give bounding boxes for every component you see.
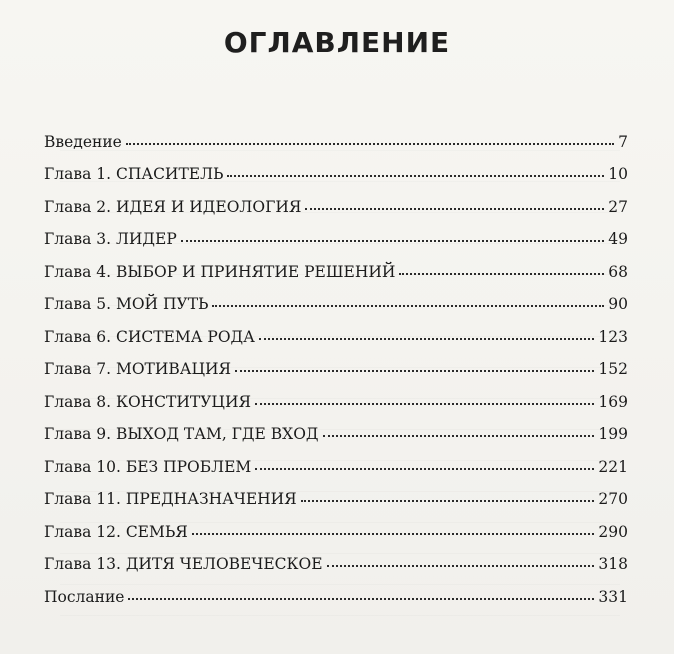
- toc-entry: [44, 541, 628, 574]
- toc-entry: [44, 378, 628, 411]
- toc-entry-label: Послание: [44, 587, 125, 606]
- toc-entry-label: Глава 6. СИСТЕМА РОДА: [44, 327, 255, 346]
- toc-entry-label: Глава 9. ВЫХОД ТАМ, ГДЕ ВХОД: [44, 425, 319, 443]
- dot-leader: [305, 208, 604, 210]
- dot-leader: [235, 370, 594, 372]
- toc-entry-label: Глава 2. ИДЕЯ И ИДЕОЛОГИЯ: [44, 197, 302, 216]
- toc-entry: [44, 183, 628, 216]
- dot-leader: [327, 565, 595, 567]
- toc-entry-label: Глава 12. СЕМЬЯ: [44, 522, 188, 541]
- dot-leader: [212, 305, 604, 307]
- toc-entry: [44, 216, 628, 249]
- toc-entry: [44, 443, 628, 476]
- toc-entry-label: Глава 4. ВЫБОР И ПРИНЯТИЕ РЕШЕНИЙ: [44, 262, 396, 281]
- toc-entry: [44, 573, 628, 606]
- toc-entry-page: 290: [598, 522, 628, 541]
- toc-entry-page: 169: [598, 392, 628, 411]
- dot-leader: [399, 273, 604, 275]
- toc-entry-page: 7: [618, 132, 628, 151]
- toc-entry-page: 68: [608, 262, 628, 281]
- dot-leader: [126, 143, 614, 145]
- toc-entry-label: Глава 3. ЛИДЕР: [44, 230, 177, 248]
- toc-entry-label: Введение: [44, 132, 122, 151]
- dot-leader: [181, 240, 605, 242]
- dot-leader: [227, 175, 604, 177]
- dot-leader: [301, 500, 595, 502]
- dot-leader: [255, 468, 594, 470]
- toc-entry-label: Глава 1. СПАСИТЕЛЬ: [44, 165, 224, 183]
- toc-entry-label: Глава 7. МОТИВАЦИЯ: [44, 360, 232, 378]
- toc-entry-page: 331: [598, 587, 628, 606]
- page-title: ОГЛАВЛЕНИЕ: [223, 26, 451, 59]
- dot-leader: [255, 403, 594, 405]
- toc-entry: [44, 313, 628, 346]
- toc-entry: [44, 151, 628, 184]
- toc-entry: [44, 248, 628, 281]
- toc-entry-page: 49: [608, 230, 628, 248]
- toc-entry: [44, 411, 628, 444]
- toc-entry-label: Глава 11. ПРЕДНАЗНАЧЕНИЯ: [44, 490, 297, 508]
- toc-entry: [44, 281, 628, 314]
- dot-leader: [259, 338, 595, 340]
- toc-entry-page: 270: [598, 490, 628, 508]
- toc-entry-page: 152: [598, 360, 628, 378]
- toc-entry-page: 10: [608, 165, 628, 183]
- toc-entry-page: 27: [608, 197, 628, 216]
- toc-entry-page: 199: [598, 425, 628, 443]
- toc-entry: [44, 476, 628, 509]
- toc-entry: [44, 118, 628, 151]
- toc-entry-page: 90: [608, 295, 628, 313]
- dot-leader: [128, 598, 594, 600]
- toc-entry-label: Глава 13. ДИТЯ ЧЕЛОВЕЧЕСКОЕ: [44, 555, 323, 573]
- dot-leader: [323, 435, 595, 437]
- toc-entry: [44, 346, 628, 379]
- toc-entry-page: 221: [598, 457, 628, 476]
- dot-leader: [192, 533, 595, 535]
- table-of-contents: [44, 118, 628, 606]
- toc-entry-page: 123: [598, 327, 628, 346]
- toc-entry-label: Глава 5. МОЙ ПУТЬ: [44, 295, 209, 313]
- toc-entry: [44, 508, 628, 541]
- toc-entry-label: Глава 8. КОНСТИТУЦИЯ: [44, 392, 251, 411]
- toc-entry-label: Глава 10. БЕЗ ПРОБЛЕМ: [44, 457, 252, 476]
- toc-entry-page: 318: [598, 555, 628, 573]
